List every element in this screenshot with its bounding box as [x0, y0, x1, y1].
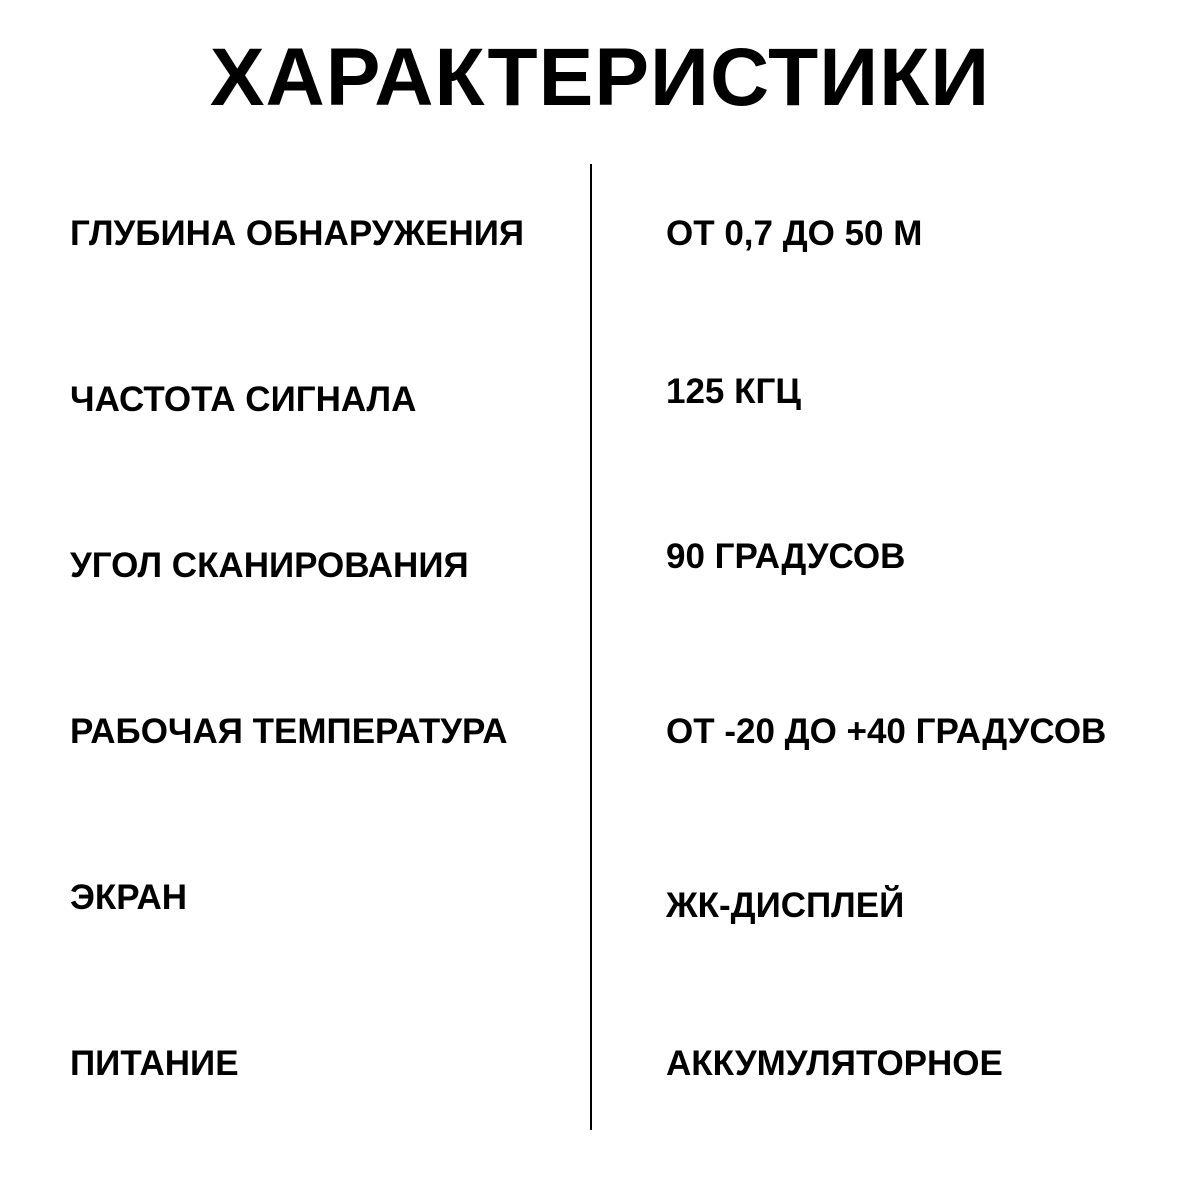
spec-label-power: ПИТАНИЕ — [70, 1044, 239, 1083]
spec-value-depth: ОТ 0,7 ДО 50 М — [666, 214, 923, 253]
spec-value-temperature: ОТ -20 ДО +40 ГРАДУСОВ — [666, 712, 1107, 751]
spec-value-frequency: 125 КГЦ — [666, 372, 801, 411]
spec-label-screen: ЭКРАН — [70, 878, 188, 917]
spec-value-power: АККУМУЛЯТОРНОЕ — [666, 1044, 1003, 1083]
spec-label-temperature: РАБОЧАЯ ТЕМПЕРАТУРА — [70, 712, 508, 751]
spec-value-scan-angle: 90 ГРАДУСОВ — [666, 537, 906, 576]
spec-value-screen: ЖК-ДИСПЛЕЙ — [666, 886, 905, 925]
page-title: ХАРАКТЕРИСТИКИ — [209, 32, 991, 123]
spec-label-scan-angle: УГОЛ СКАНИРОВАНИЯ — [70, 546, 469, 585]
spec-label-depth: ГЛУБИНА ОБНАРУЖЕНИЯ — [70, 214, 525, 253]
column-divider — [590, 164, 592, 1130]
spec-label-frequency: ЧАСТОТА СИГНАЛА — [70, 380, 417, 419]
